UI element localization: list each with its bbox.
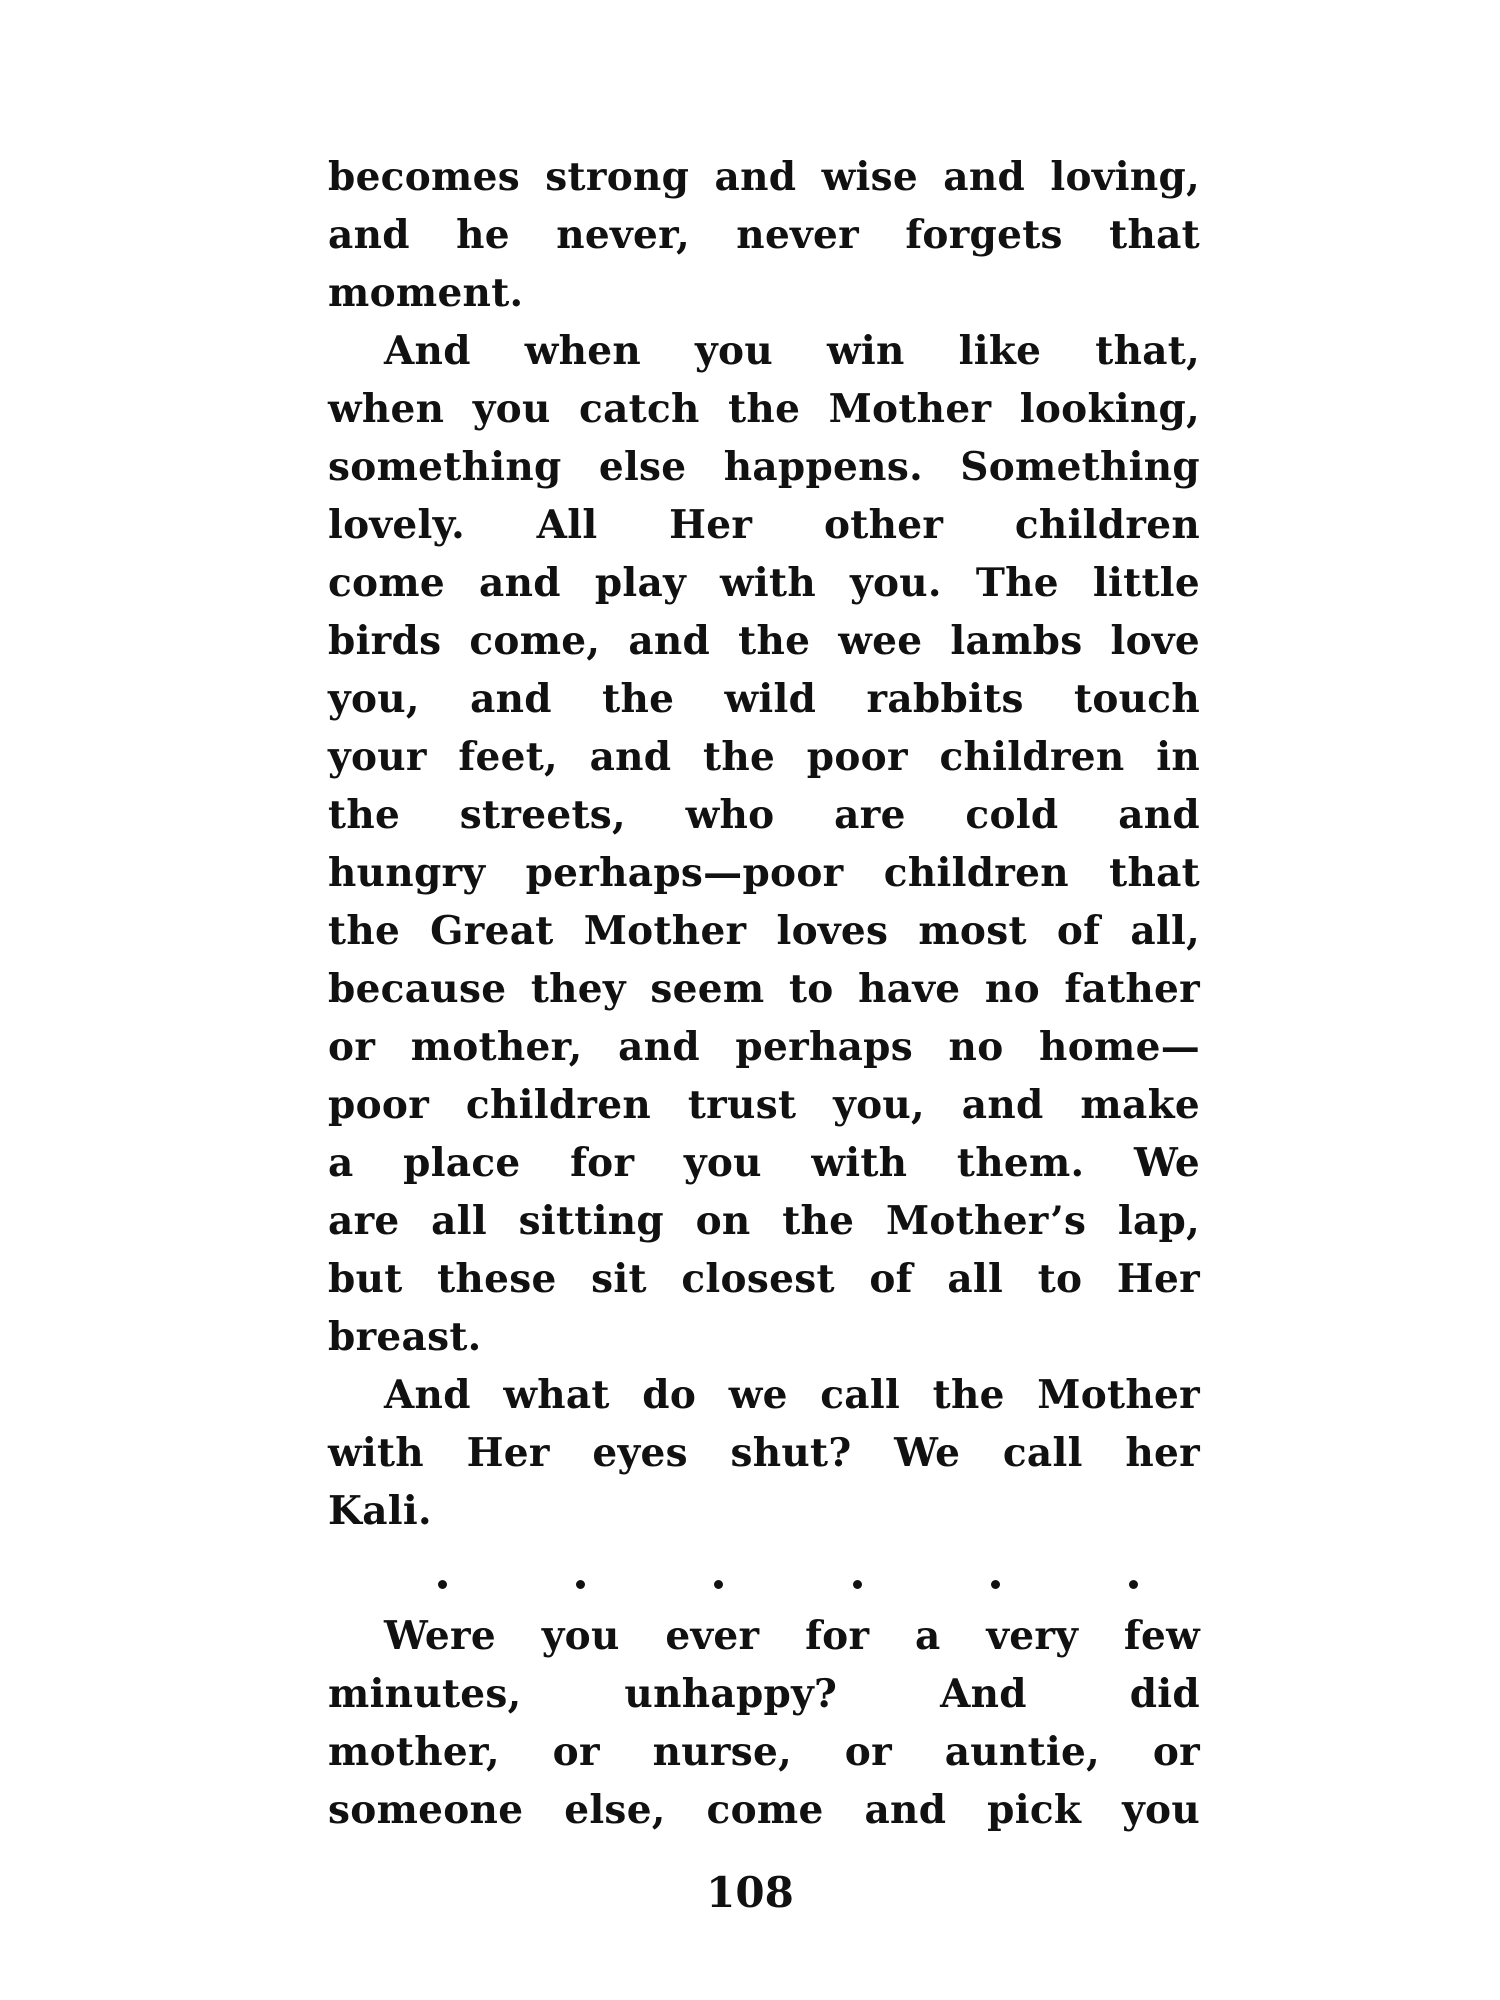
divider-dot [853, 1580, 862, 1589]
text-line: a place for you with them. We [328, 1140, 1200, 1186]
paragraph-4 [328, 1607, 1200, 1839]
text-line: And when you win like that, [384, 328, 1200, 374]
section-divider [438, 1580, 1138, 1589]
paragraph-2 [328, 322, 1200, 1366]
divider-dot [438, 1580, 447, 1589]
text-line: lovely. All Her other children [328, 502, 1200, 548]
text-line: with Her eyes shut? We call her [328, 1430, 1200, 1476]
text-line: the streets, who are cold and [328, 792, 1200, 838]
text-line: someone else, come and pick you [328, 1787, 1200, 1833]
page-body [328, 148, 1200, 1839]
text-line: mother, or nurse, or auntie, or [328, 1729, 1200, 1775]
text-line: something else happens. Something [328, 444, 1200, 490]
text-line: or mother, and perhaps no home— [328, 1024, 1200, 1070]
page-number: 108 [706, 1868, 794, 1917]
divider-dot [714, 1580, 723, 1589]
text-line: Kali. [328, 1488, 432, 1534]
text-line: because they seem to have no father [328, 966, 1200, 1012]
divider-dot [1129, 1580, 1138, 1589]
text-line: Were you ever for a very few [384, 1613, 1200, 1659]
text-line: but these sit closest of all to Her [328, 1256, 1200, 1302]
text-line: poor children trust you, and make [328, 1082, 1200, 1128]
text-line: are all sitting on the Mother’s lap, [328, 1198, 1200, 1244]
text-line: minutes, unhappy? And did [328, 1671, 1200, 1717]
text-line: the Great Mother loves most of all, [328, 908, 1200, 954]
text-line: And what do we call the Mother [384, 1372, 1200, 1418]
paragraph-1 [328, 148, 1200, 322]
text-line: and he never, never forgets that [328, 212, 1200, 258]
text-line: your feet, and the poor children in [328, 734, 1200, 780]
paragraph-3 [328, 1366, 1200, 1540]
text-line: moment. [328, 270, 524, 316]
text-line: you, and the wild rabbits touch [328, 676, 1200, 722]
text-line: birds come, and the wee lambs love [328, 618, 1200, 664]
text-line: come and play with you. The little [328, 560, 1200, 606]
text-line: becomes strong and wise and loving, [328, 154, 1200, 200]
divider-dot [576, 1580, 585, 1589]
text-line: hungry perhaps—poor children that [328, 850, 1200, 896]
text-line: breast. [328, 1314, 482, 1360]
text-line: when you catch the Mother looking, [328, 386, 1200, 432]
divider-dot [991, 1580, 1000, 1589]
